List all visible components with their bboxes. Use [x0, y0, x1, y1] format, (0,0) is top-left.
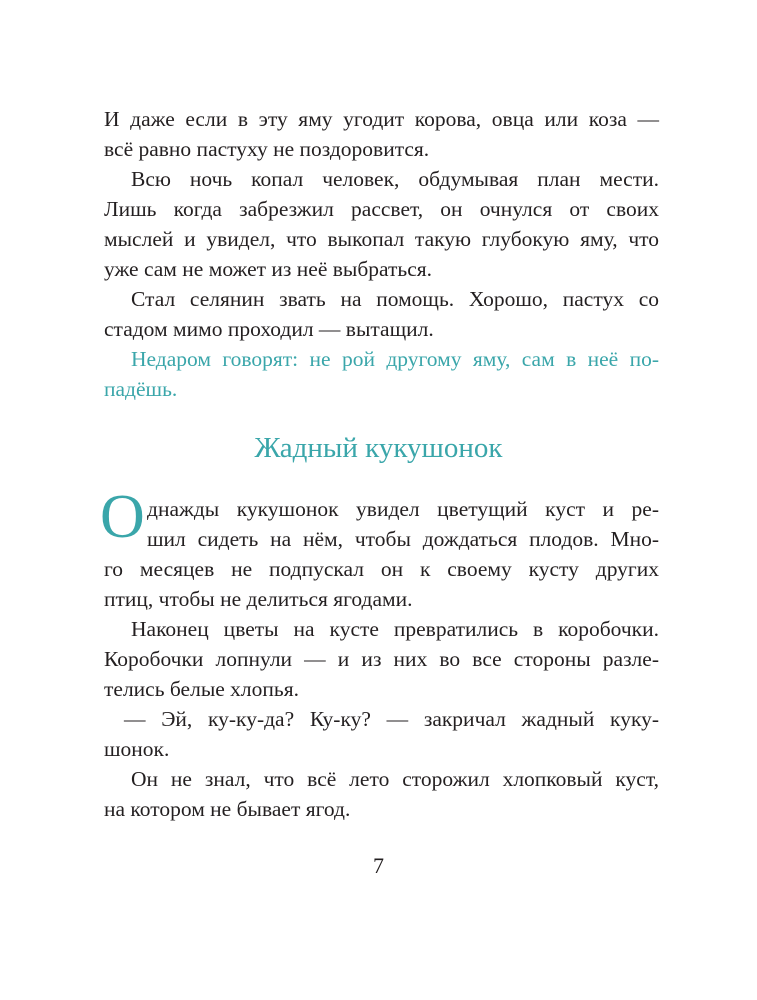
paragraph-first-line: Стал селянин звать на помощь. Хорошо, пастух со — [131, 287, 659, 311]
page-number: 7 — [373, 853, 384, 878]
drop-cap: О — [100, 483, 145, 551]
text-line: Лишь когда забрезжил рассвет, он очнулся от своих — [104, 197, 659, 221]
text-line: мыслей и увидел, что выкопал такую глубокую яму, что — [104, 227, 659, 251]
moral-line: падёшь. — [104, 377, 178, 401]
text-line: шил сидеть на нём, чтобы дождаться плодов. Мно- — [147, 527, 659, 551]
dialogue-line: — Эй, ку-ку-да? Ку-ку? — закричал жадный куку- — [124, 707, 659, 731]
text-line: Коробочки лопнули — и из них во все стороны разле- — [104, 647, 659, 671]
story-title: Жадный кукушонок — [254, 432, 503, 464]
text-line: го месяцев не подпускал он к своему кусту других — [104, 557, 659, 581]
paragraph-first-line: Он не знал, что всё лето сторожил хлопковый куст, — [131, 767, 659, 791]
text-line: птиц, чтобы не делиться ягодами. — [104, 587, 413, 611]
text-line: телись белые хлопья. — [104, 677, 299, 701]
text-line: стадом мимо проходил — вытащил. — [104, 317, 434, 341]
moral-line: Недаром говорят: не рой другому яму, сам в неё по- — [131, 347, 659, 371]
text-line: на котором не бывает ягод. — [104, 797, 351, 821]
paragraph-first-line: Наконец цветы на кусте превратились в коробочки. — [131, 617, 659, 641]
paragraph-first-line: Всю ночь копал человек, обдумывая план мести. — [131, 167, 659, 191]
text-line: И даже если в эту яму угодит корова, овца или коза — — [104, 107, 659, 131]
text-line: днажды кукушонок увидел цветущий куст и ре- — [147, 497, 659, 521]
text-line: всё равно пастуху не поздоровится. — [104, 137, 430, 161]
text-line: шонок. — [104, 737, 170, 761]
text-line: уже сам не может из неё выбраться. — [104, 257, 433, 281]
